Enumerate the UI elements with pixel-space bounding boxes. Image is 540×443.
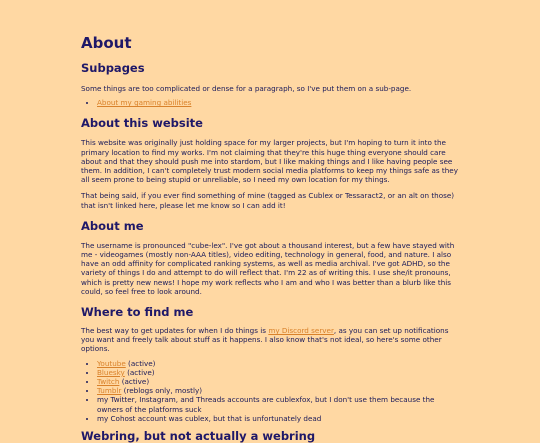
tumblr-link[interactable]: Tumblr [97,386,122,396]
gaming-abilities-link[interactable]: About my gaming abilities [97,98,192,108]
about-me-paragraph: The username is pronounced "cube-lex". I've got about a thousand interest, but a few have stayed with me - videogames (mostly non-AAA titles), video editing, technology in general, food, and nature. I also have an odd affinity for complicated ranking systems, as well as media archival. I've got ADHD, so the variety of things I do and attempt to do will reflect that. I'm 22 as of writing this. I use she/it pronouns, which is pretty new news! I hope my work reflects who I am and who I was better than a blurb like this could, so feel free to look around. [81,240,455,296]
cohost-note: my Cohost account was cublex, but that is unfortunately dead [97,413,322,423]
about-site-paragraph-2: That being said, if you ever find something of mine (tagged as Cublex or Tessaract2, or an alt on those) that isn't linked here, please let me know so I can add it! [81,191,455,210]
twitch-link[interactable]: Twitch [97,377,120,387]
about-site-paragraph-1: This website was originally just holding space for my larger projects, but I'm hoping to turn it into the primary location to find my works. I'm not claiming that they're this huge thing everyone should care about and that they should push me into stardom, but I like making things and I like having people see them. In addition, I can't completely trust modern social media platforms to keep my things safe as they all seem prone to being stupid or unreliable, so I need my own location for my things. [81,138,458,185]
where-intro-before: The best way to get updates for when I do things is [81,326,269,336]
list-item [97,386,461,395]
page-title: About [81,34,132,52]
page-content [81,0,461,443]
where-to-find-heading: Where to find me [81,305,194,320]
tumblr-status: (reblogs only, mostly) [121,386,203,396]
subpages-intro: Some things are too complicated or dense for a paragraph, so I've put them on a sub-page. [81,84,412,93]
youtube-status: (active) [125,358,156,368]
where-intro-after: , as you can set up notifications you want and freely talk about stuff as it happens. I also know that's not ideal, so here's some other options. [81,326,449,354]
twitch-status: (active) [119,377,150,387]
list-item [97,98,461,107]
where-to-find-intro [81,326,461,354]
subpages-heading: Subpages [81,61,145,75]
list-item [97,368,461,377]
youtube-link[interactable]: Youtube [97,358,126,368]
discord-server-link[interactable]: my Discord server [268,326,334,336]
webring-heading: Webring, but not actually a webring [81,429,316,443]
other-accounts-note: my Twitter, Instagram, and Threads accounts are cublexfox, but I don't use them because the owners of the platforms suck [97,395,435,414]
about-me-heading: About me [81,218,144,233]
subpages-list [81,98,461,107]
bluesky-status: (active) [124,367,155,377]
social-links-list [81,359,461,423]
bluesky-link[interactable]: Bluesky [97,367,125,377]
list-item [97,377,461,386]
list-item [97,414,461,423]
about-site-heading: About this website [81,116,203,131]
list-item [97,359,461,368]
